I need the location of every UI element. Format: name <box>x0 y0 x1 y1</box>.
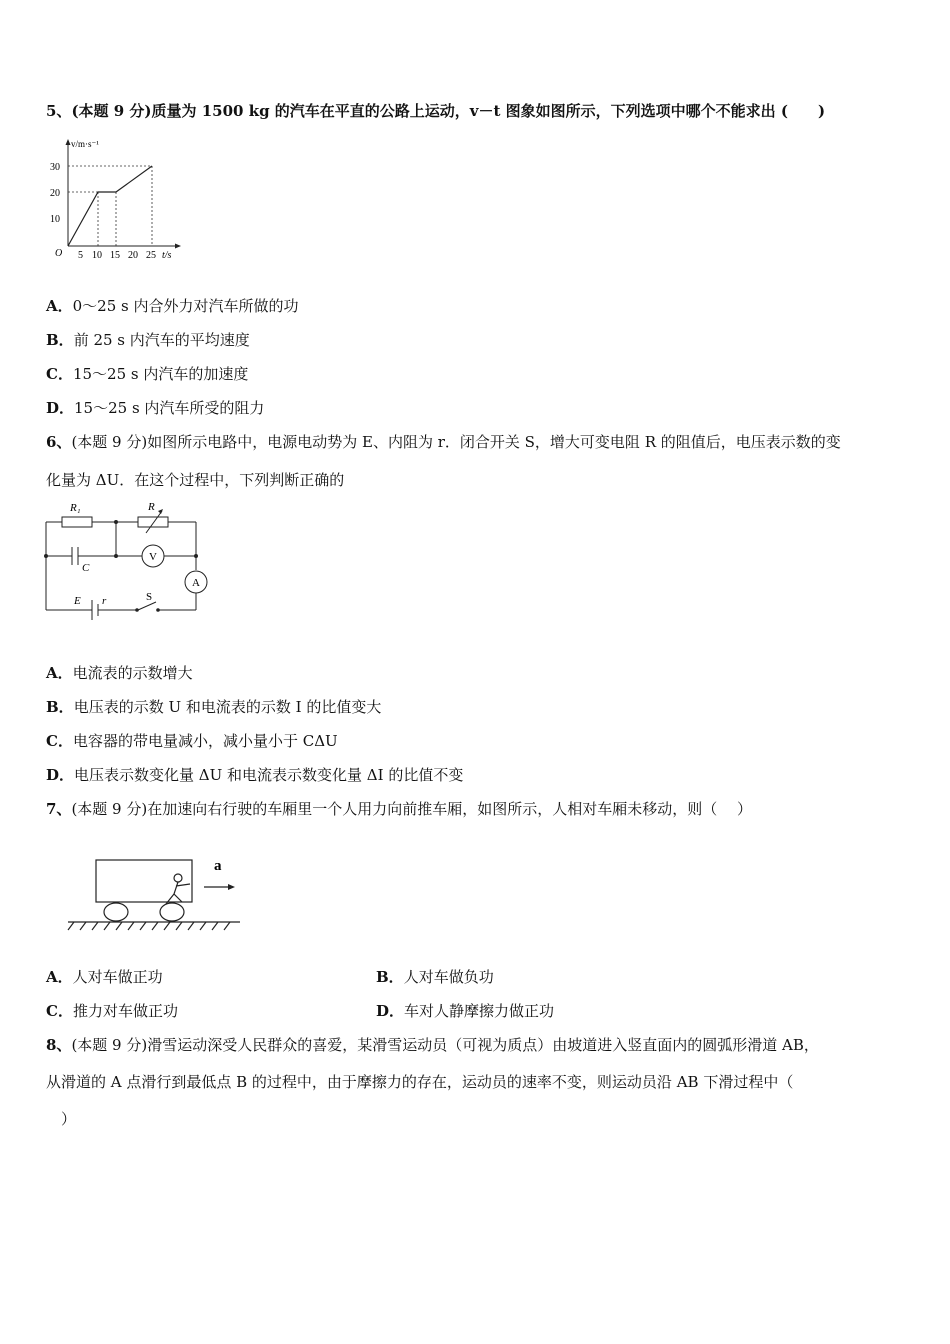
q7-number: 7、 <box>46 800 72 818</box>
q7-option-d: D．车对人静摩擦力做正功 <box>376 1002 555 1020</box>
graph-xlabel: t/s <box>162 250 172 261</box>
q6-stem-line1 <box>46 431 841 453</box>
q6-text-line1: (本题 9 分)如图所示电路中，电源电动势为 E、内阻为 r．闭合开关 S，增大可变电阻 R 的阻值后，电压表示数的变 <box>71 433 841 451</box>
q6-option-c: C．电容器的带电量减小，减小量小于 CΔU <box>46 732 338 750</box>
label-r1: R₁ <box>70 502 81 514</box>
graph-xtick-20: 20 <box>128 250 138 261</box>
vt-graph <box>46 136 186 264</box>
label-switch: S <box>146 591 153 603</box>
ammeter-label: A <box>192 577 200 589</box>
graph-ylabel: v/m·s⁻¹ <box>71 139 99 149</box>
voltmeter-label: V <box>149 551 157 563</box>
graph-xtick-5: 5 <box>78 250 83 261</box>
graph-ytick-30: 30 <box>50 162 60 173</box>
q7-option-a: A．人对车做正功 <box>46 968 163 986</box>
label-c: C <box>82 562 90 574</box>
q7-stem <box>46 798 752 820</box>
q7-text: (本题 9 分)在加速向右行驶的车厢里一个人用力向前推车厢，如图所示，人相对车厢未移动，则（ ） <box>71 800 752 818</box>
q5-stem <box>46 100 825 122</box>
graph-ytick-20: 20 <box>50 188 60 199</box>
graph-ytick-10: 10 <box>50 214 60 225</box>
q8-stem-line1 <box>46 1034 819 1056</box>
cart-figure <box>64 848 244 934</box>
graph-xtick-15: 15 <box>110 250 120 261</box>
label-internal-r: r <box>102 595 107 607</box>
q8-text-line1: (本题 9 分)滑雪运动深受人民群众的喜爱，某滑雪运动员（可视为质点）由坡道进入竖直面内的圆弧形滑道 AB， <box>71 1036 819 1054</box>
q5-number: 5、 <box>46 102 72 120</box>
q7-option-c: C．推力对车做正功 <box>46 1002 178 1020</box>
q6-number: 6、 <box>46 433 72 451</box>
q5-text: (本题 9 分)质量为 1500 kg 的汽车在平直的公路上运动，v－t 图象如图所示，下列选项中哪个不能求出 ( ) <box>71 102 826 120</box>
q8-stem-line2: 从滑道的 A 点滑行到最低点 B 的过程中，由于摩擦力的存在，运动员的速率不变，则运动员沿 AB 下滑过程中（ <box>46 1073 794 1091</box>
graph-origin: O <box>55 248 63 259</box>
q6-option-d: D．电压表示数变化量 ΔU 和电流表示数变化量 ΔI 的比值不变 <box>46 766 464 784</box>
q6-option-b: B．电压表的示数 U 和电流表的示数 I 的比值变大 <box>46 698 382 716</box>
q7-option-b: B．人对车做负功 <box>376 968 494 986</box>
label-e: E <box>74 595 81 607</box>
graph-xtick-25: 25 <box>146 250 156 261</box>
q5-option-b: B．前 25 s 内汽车的平均速度 <box>46 331 250 349</box>
q5-option-d: D．15～25 s 内汽车所受的阻力 <box>46 399 265 417</box>
label-r: R <box>148 501 155 513</box>
vt-line <box>68 166 152 246</box>
q8-number: 8、 <box>46 1036 72 1054</box>
q6-stem-line2: 化量为 ΔU．在这个过程中，下列判断正确的 <box>46 471 345 489</box>
q6-option-a: A．电流表的示数增大 <box>46 664 193 682</box>
q5-option-c: C．15～25 s 内汽车的加速度 <box>46 365 249 383</box>
q5-option-a: A．0～25 s 内合外力对汽车所做的功 <box>46 297 299 315</box>
q8-stem-line3: ） <box>46 1110 77 1128</box>
circuit-diagram <box>40 496 220 630</box>
acceleration-label: a <box>214 858 222 874</box>
graph-xtick-10: 10 <box>92 250 102 261</box>
